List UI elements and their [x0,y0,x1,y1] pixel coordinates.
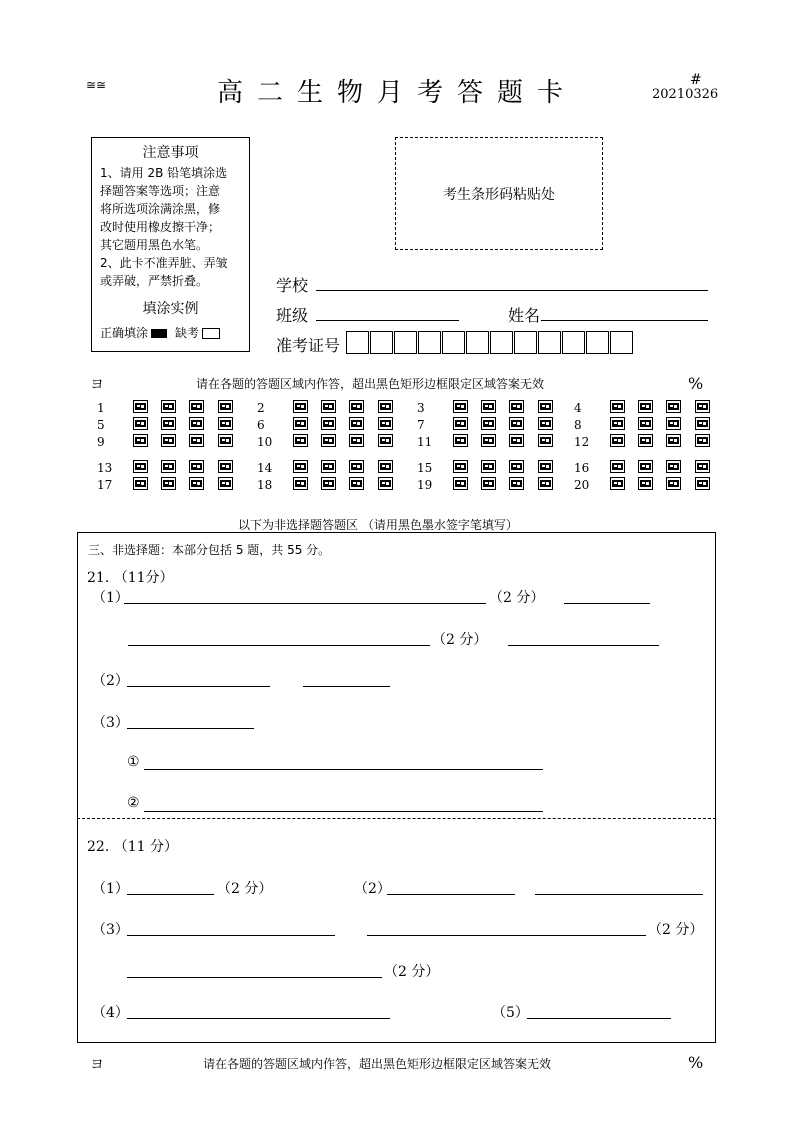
mcq-answer-bubble[interactable] [638,460,653,473]
q22-part3-label: （3） [92,922,129,938]
q22-part1-label: （1） [92,881,129,897]
q22-part3-score: （2 分） [648,922,704,938]
mcq-answer-bubble[interactable] [453,460,468,473]
mcq-answer-bubble[interactable] [610,417,625,430]
mcq-answer-bubble[interactable] [453,434,468,447]
mcq-answer-bubble[interactable] [509,400,524,413]
mcq-answer-bubble[interactable] [133,434,148,447]
q21-part2-label: （2） [92,673,129,689]
exam-id-digit-box[interactable] [514,331,537,354]
mcq-question-number: 10 [257,435,273,449]
q22-title: 22. （11 分） [87,839,178,855]
mcq-answer-bubble[interactable] [453,417,468,430]
mcq-answer-bubble[interactable] [218,417,233,430]
mcq-answer-bubble[interactable] [509,434,524,447]
q21-part1-label: （1） [92,590,129,606]
section3-heading: 三、非选择题：本部分包括 5 题，共 55 分。 [88,543,331,557]
mcq-answer-bubble[interactable] [695,434,710,447]
mcq-answer-bubble[interactable] [321,460,336,473]
mcq-answer-bubble[interactable] [481,417,496,430]
warning-text: 请在各题的答题区域内作答，超出黑色矩形边框限定区域答案无效 [196,377,545,391]
q22-part3-answer-line-3[interactable] [127,977,382,978]
mcq-answer-bubble[interactable] [538,417,553,430]
mcq-answer-bubble[interactable] [610,400,625,413]
q21-part1-answer-line-2[interactable] [564,603,650,604]
mcq-answer-bubble[interactable] [610,460,625,473]
q22-part5-answer-line[interactable] [527,1018,671,1019]
mcq-answer-bubble[interactable] [133,477,148,490]
q21-part1-answer-line-4[interactable] [508,645,659,646]
mcq-answer-bubble[interactable] [218,460,233,473]
mcq-question-number: 1 [97,401,105,415]
mcq-answer-bubble[interactable] [321,434,336,447]
mcq-answer-bubble[interactable] [638,417,653,430]
exam-id-digit-box[interactable] [418,331,441,354]
correct-fill-label: 正确填涂 [100,326,149,340]
fill-example-title: 填涂实例 [142,301,199,317]
warning-left-mark: ヨ [90,377,104,393]
mcq-question-number: 4 [574,401,582,415]
mcq-answer-bubble[interactable] [161,477,176,490]
q21-part2-answer-line[interactable] [127,686,270,687]
correct-fill-sample [151,329,167,338]
q22-part5-label: （5） [492,1005,529,1021]
footer-left-mark: ヨ [90,1057,104,1073]
school-field[interactable] [316,290,708,291]
mcq-answer-bubble[interactable] [349,434,364,447]
mcq-answer-bubble[interactable] [133,460,148,473]
mcq-question-number: 5 [97,418,105,432]
mcq-answer-bubble[interactable] [133,400,148,413]
exam-id-label: 准考证号 [276,336,341,355]
mcq-question-number: 18 [257,478,273,492]
exam-id-digit-box[interactable] [346,331,369,354]
q21-part2-answer-line-2[interactable] [303,686,390,687]
mcq-answer-bubble[interactable] [695,400,710,413]
mcq-answer-bubble[interactable] [538,477,553,490]
mcq-question-number: 17 [97,478,113,492]
mcq-question-number: 20 [574,478,590,492]
mcq-answer-bubble[interactable] [378,400,393,413]
notice-line: 2、此卡不准弄脏、弄皱 [100,256,228,270]
mcq-answer-bubble[interactable] [349,400,364,413]
mcq-answer-bubble[interactable] [293,460,308,473]
question-separator [77,818,716,819]
barcode-area [395,137,603,250]
mcq-answer-bubble[interactable] [189,434,204,447]
exam-id-digit-box[interactable] [610,331,633,354]
mcq-question-number: 2 [257,401,265,415]
q21-title: 21. （11分） [87,570,174,586]
q22-part4-label: （4） [92,1005,129,1021]
q21-circle2-answer-line[interactable] [144,811,543,812]
mcq-answer-bubble[interactable] [321,417,336,430]
mcq-answer-bubble[interactable] [638,400,653,413]
q22-part4-answer-line[interactable] [127,1018,390,1019]
mcq-answer-bubble[interactable] [695,477,710,490]
q22-part1-score: （2 分） [217,881,273,897]
mcq-answer-bubble[interactable] [218,434,233,447]
mcq-question-number: 9 [97,435,105,449]
class-field[interactable] [316,320,459,321]
mcq-question-number: 16 [574,461,590,475]
notice-line: 或弄破，严禁折叠。 [100,274,209,288]
mcq-answer-bubble[interactable] [666,417,681,430]
exam-id-digit-box[interactable] [538,331,561,354]
mcq-question-number: 6 [257,418,265,432]
mcq-answer-bubble[interactable] [321,477,336,490]
q22-part3-score-2: （2 分） [384,964,440,980]
mcq-question-number: 8 [574,418,582,432]
document-code: 20210326 [652,87,719,102]
exam-id-digit-box[interactable] [466,331,489,354]
mcq-answer-bubble[interactable] [189,400,204,413]
mcq-question-number: 14 [257,461,273,475]
fill-example-row [100,324,241,342]
mcq-answer-bubble[interactable] [481,434,496,447]
mcq-answer-bubble[interactable] [481,400,496,413]
exam-id-digit-box[interactable] [586,331,609,354]
exam-id-boxes[interactable] [346,331,634,358]
q22-part3-answer-line-2[interactable] [367,935,646,936]
mcq-answer-bubble[interactable] [638,434,653,447]
mcq-answer-bubble[interactable] [481,460,496,473]
footer-right-mark: % [688,1053,704,1072]
mcq-answer-bubble[interactable] [695,417,710,430]
q21-circle2-label: ② [127,795,140,811]
mcq-answer-bubble[interactable] [133,417,148,430]
mcq-answer-bubble[interactable] [293,400,308,413]
mcq-answer-bubble[interactable] [538,400,553,413]
q21-part1-answer-line[interactable] [124,603,486,604]
mcq-question-number: 3 [417,401,425,415]
exam-id-digit-box[interactable] [370,331,393,354]
class-label: 班级 [276,306,309,325]
barcode-label: 考生条形码粘贴处 [443,186,555,203]
exam-id-digit-box[interactable] [490,331,513,354]
notice-box [91,137,250,352]
warning-right-mark: % [688,374,704,393]
mcq-answer-bubble[interactable] [349,477,364,490]
notice-title: 注意事项 [142,145,199,161]
exam-id-digit-box[interactable] [562,331,585,354]
mcq-answer-bubble[interactable] [610,434,625,447]
mcq-answer-bubble[interactable] [349,460,364,473]
mcq-answer-bubble[interactable] [509,417,524,430]
mcq-answer-bubble[interactable] [293,477,308,490]
q21-circle1-label: ① [127,754,140,770]
notice-line: 改时使用橡皮擦干净； [100,220,221,234]
q21-part3-answer-line[interactable] [127,728,254,729]
mcq-answer-bubble[interactable] [161,434,176,447]
mcq-answer-bubble[interactable] [378,417,393,430]
mcq-answer-bubble[interactable] [481,477,496,490]
exam-id-digit-box[interactable] [442,331,465,354]
mcq-answer-bubble[interactable] [293,417,308,430]
q21-part1-score: （2 分） [489,590,545,606]
mcq-answer-bubble[interactable] [666,460,681,473]
mcq-answer-bubble[interactable] [293,434,308,447]
mcq-question-number: 7 [417,418,425,432]
mcq-answer-bubble[interactable] [161,460,176,473]
q22-part2-answer-line-2[interactable] [535,894,703,895]
mcq-answer-bubble[interactable] [695,460,710,473]
mcq-answer-bubble[interactable] [161,400,176,413]
q21-part1-answer-line-3[interactable] [128,645,430,646]
mcq-answer-bubble[interactable] [453,400,468,413]
q22-part1-answer-line[interactable] [127,894,214,895]
mcq-answer-bubble[interactable] [378,477,393,490]
absent-checkbox[interactable] [202,328,220,339]
notice-line: 择题答案等选项；注意 [100,184,221,198]
q22-part2-answer-line[interactable] [387,894,515,895]
footer-warning-text: 请在各题的答题区域内作答，超出黑色矩形边框限定区域答案无效 [203,1057,552,1071]
nonchoice-heading: 以下为非选择题答题区 （请用黑色墨水签字笔填写） [238,518,518,532]
mcq-answer-bubble[interactable] [189,477,204,490]
page-title: 高二生物月考答题卡 [216,78,577,108]
mcq-answer-bubble[interactable] [349,417,364,430]
mcq-question-number: 12 [574,435,590,449]
q21-circle1-answer-line[interactable] [144,769,543,770]
mcq-answer-bubble[interactable] [189,417,204,430]
mcq-question-number: 13 [97,461,113,475]
name-field[interactable] [541,320,708,321]
mcq-answer-bubble[interactable] [666,434,681,447]
mcq-answer-bubble[interactable] [538,460,553,473]
mcq-answer-bubble[interactable] [509,460,524,473]
q22-part3-answer-line[interactable] [127,935,335,936]
mcq-answer-bubble[interactable] [321,400,336,413]
mcq-answer-bubble[interactable] [378,434,393,447]
mcq-answer-bubble[interactable] [638,477,653,490]
notice-line: 将所选项涂满涂黑，修 [100,202,221,216]
absent-label: 缺考 [175,326,200,340]
mcq-answer-bubble[interactable] [189,460,204,473]
hash-mark: # [690,72,702,88]
mcq-answer-bubble[interactable] [218,477,233,490]
q22-part2-label: （2） [354,881,391,897]
mcq-answer-bubble[interactable] [666,477,681,490]
name-label: 姓名 [508,306,541,325]
notice-line: 1、请用 2B 铅笔填涂选 [100,166,228,180]
mcq-answer-bubble[interactable] [161,417,176,430]
school-label: 学校 [276,276,309,295]
mcq-answer-bubble[interactable] [218,400,233,413]
mcq-answer-bubble[interactable] [509,477,524,490]
mcq-answer-bubble[interactable] [538,434,553,447]
corner-mark-left: ≅≅ [86,78,107,92]
mcq-answer-bubble[interactable] [666,400,681,413]
mcq-answer-bubble[interactable] [610,477,625,490]
notice-line: 其它题用黑色水笔。 [100,238,209,252]
mcq-question-number: 15 [417,461,433,475]
exam-id-digit-box[interactable] [394,331,417,354]
mcq-question-number: 19 [417,478,433,492]
mcq-question-number: 11 [417,435,433,449]
mcq-answer-bubble[interactable] [378,460,393,473]
mcq-answer-bubble[interactable] [453,477,468,490]
q21-part1-score-2: （2 分） [432,632,488,648]
q21-part3-label: （3） [92,715,129,731]
